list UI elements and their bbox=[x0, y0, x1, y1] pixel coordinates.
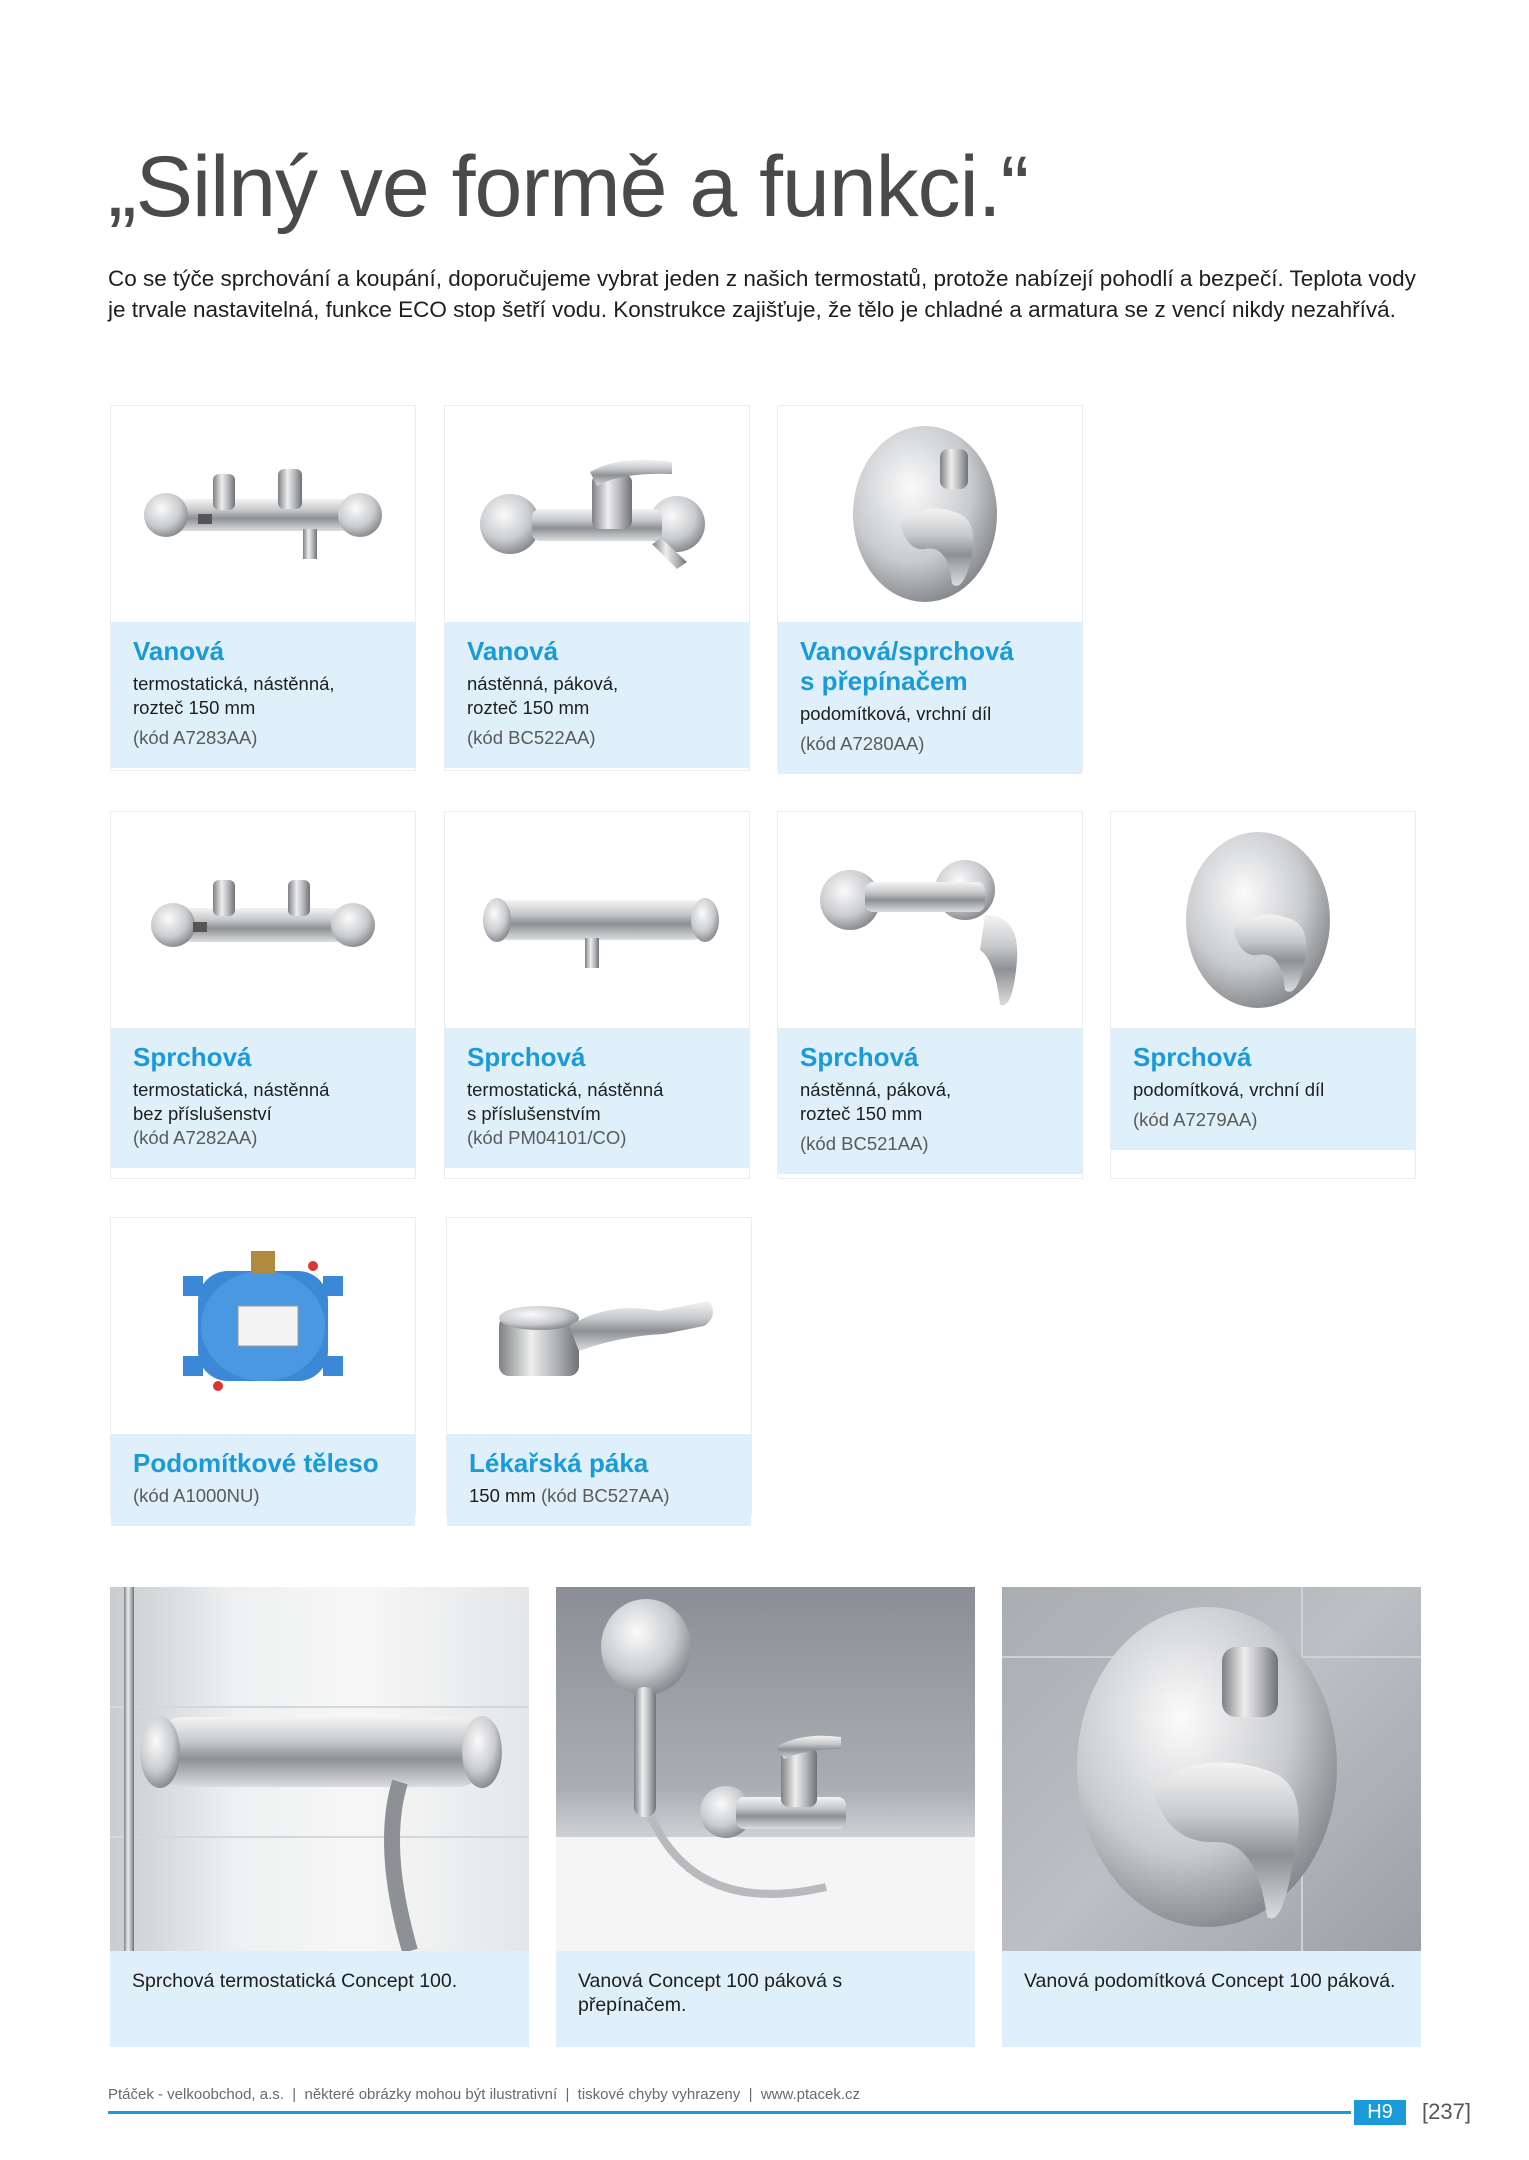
footer-text: Ptáček - velkoobchod, a.s. | některé obrázky mohou být ilustrativní | tiskové chyby vyhrazeny | www.ptacek.cz bbox=[108, 2086, 861, 2103]
product-image bbox=[445, 406, 749, 622]
product-image bbox=[778, 812, 1082, 1028]
product-code: (kód PM04101/CO) bbox=[467, 1127, 627, 1148]
product-image bbox=[778, 406, 1082, 622]
photo-caption: Vanová Concept 100 páková s přepínačem. bbox=[578, 1970, 843, 2016]
product-code: (kód A7283AA) bbox=[133, 727, 258, 748]
section-badge: H9 bbox=[1354, 2100, 1406, 2125]
product-name: Lékařská páka bbox=[469, 1448, 649, 1478]
product-name: Sprchová bbox=[800, 1042, 919, 1072]
product-card[interactable] bbox=[777, 405, 1083, 771]
photo-caption: Sprchová termostatická Concept 100. bbox=[132, 1970, 458, 1992]
product-name: Sprchová bbox=[133, 1042, 252, 1072]
product-image bbox=[111, 812, 415, 1028]
product-code: (kód A1000NU) bbox=[133, 1485, 260, 1506]
product-code: (kód BC521AA) bbox=[800, 1133, 929, 1154]
product-code: (kód A7280AA) bbox=[800, 733, 925, 754]
shower-thermostat-photo bbox=[110, 1587, 529, 1951]
product-name: Podomítkové těleso bbox=[133, 1448, 379, 1478]
product-description: nástěnná, páková, rozteč 150 mm bbox=[467, 673, 619, 718]
product-image bbox=[447, 1218, 751, 1434]
product-description: termostatická, nástěnná bez příslušenství bbox=[133, 1079, 330, 1124]
product-name: Vanová bbox=[133, 636, 225, 666]
product-name: Sprchová bbox=[1133, 1042, 1252, 1072]
product-card[interactable] bbox=[110, 811, 416, 1179]
product-name: Vanová bbox=[467, 636, 559, 666]
product-card[interactable] bbox=[110, 405, 416, 771]
product-card[interactable] bbox=[444, 405, 750, 771]
product-image bbox=[445, 812, 749, 1028]
photo-card bbox=[556, 1587, 975, 2047]
product-image bbox=[111, 406, 415, 622]
page-title: „Silný ve formě a funkci.“ bbox=[108, 139, 1029, 235]
bath-mixer-photo bbox=[556, 1587, 975, 1951]
intro-paragraph: Co se týče sprchování a koupání, doporučujeme vybrat jeden z našich termostatů, protože nabízejí pohodlí a bezpečí. Teplota vody je trvale nastavitelná, funkce ECO stop šetří vodu. Konstrukce zajišťuje, že tělo je chladné a armatura se z vencí nikdy nezahřívá. bbox=[108, 266, 1416, 322]
product-name: Vanová/sprchová s přepínačem bbox=[800, 636, 1014, 696]
product-code: (kód BC527AA) bbox=[540, 1485, 670, 1506]
photo-caption: Vanová podomítková Concept 100 páková. bbox=[1024, 1970, 1396, 1992]
product-code: (kód A7282AA) bbox=[133, 1127, 258, 1148]
photo-card bbox=[1002, 1587, 1421, 2047]
product-code: (kód A7279AA) bbox=[1133, 1109, 1258, 1130]
product-card[interactable] bbox=[110, 1217, 416, 1515]
product-code: (kód BC522AA) bbox=[467, 727, 596, 748]
product-description: podomítková, vrchní díl bbox=[800, 703, 992, 724]
page-number: [237] bbox=[1422, 2099, 1471, 2124]
concealed-mixer-photo bbox=[1002, 1587, 1421, 1951]
footer-rule bbox=[108, 2111, 1351, 2114]
product-card[interactable] bbox=[777, 811, 1083, 1179]
product-description: podomítková, vrchní díl bbox=[1133, 1079, 1325, 1100]
product-description: termostatická, nástěnná, rozteč 150 mm bbox=[133, 673, 335, 718]
product-image bbox=[111, 1218, 415, 1434]
product-image bbox=[1111, 812, 1415, 1028]
photo-card bbox=[110, 1587, 529, 2047]
product-description: termostatická, nástěnná s příslušenstvím bbox=[467, 1079, 664, 1124]
product-description: nástěnná, páková, rozteč 150 mm bbox=[800, 1079, 952, 1124]
product-card[interactable] bbox=[1110, 811, 1416, 1179]
product-description: 150 mm bbox=[469, 1485, 536, 1506]
product-card[interactable] bbox=[444, 811, 750, 1179]
product-name: Sprchová bbox=[467, 1042, 586, 1072]
product-card[interactable] bbox=[446, 1217, 752, 1515]
